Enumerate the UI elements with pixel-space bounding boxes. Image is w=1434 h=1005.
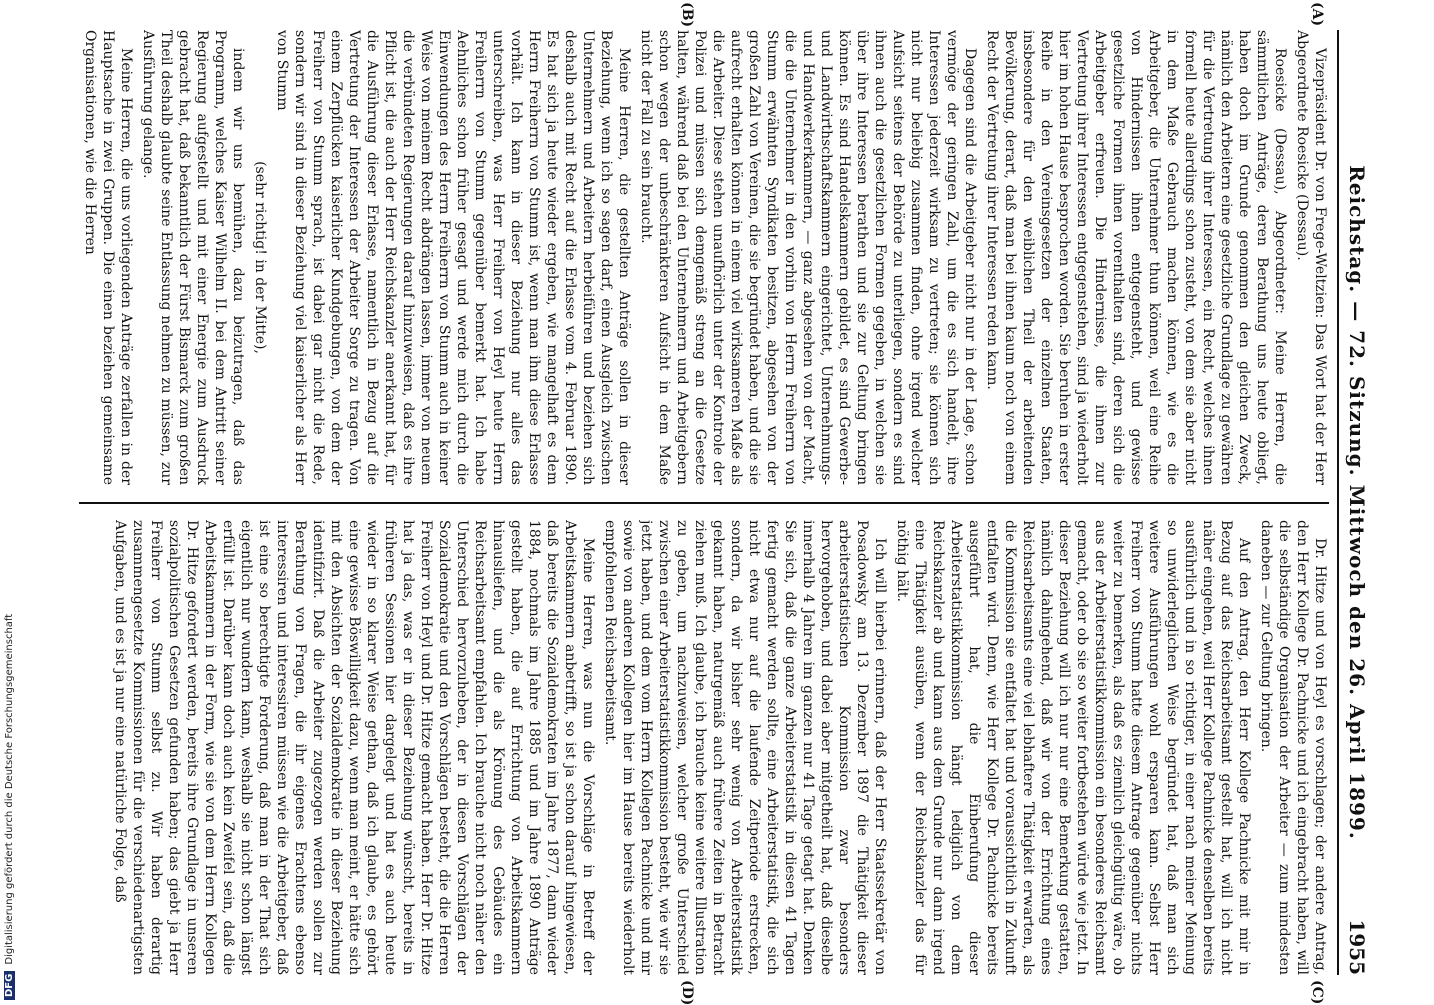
paragraph: Meine Herren, die uns vorliegenden Anträge zerfallen in der Hauptsache in zwei Gruppen. Die einen beziehen gemeinsame Organisationen, wie die Herren	[82, 30, 134, 485]
paragraph: Dr. Hitze und von Heyl es vorschlagen; der andere Antrag, den Herr Kollege Dr. Pachnicke und ich eingebracht haben, will die selbständige Organisation der Arbeiter — zum mindesten daneben — zur Geltung bringen.	[1258, 520, 1328, 975]
dfg-logo: DFG	[4, 971, 15, 1000]
margin-marker-d: (D)	[679, 980, 695, 1005]
paragraph: Meine Herren, die gestellten Anträge sollen in dieser Beziehung, wenn ich so sagen darf, einen Ausgleich zwischen Unternehmern und Arbeitern herbeiführen und beziehen sich deshalb auch mit Recht auf die Erlasse vom 4. Februar 1890. Es hat sich ja heute wieder ergeben, wie mangelhaft es dem Herrn Freiherrn von Stumm ist, wenn man ihm diese Erlasse vorhält. Ich kann in dieser Beziehung nur alles das unterschreiben, was Herr Freiherr von Heyl heute Herrn Freiherrn von Stumm gegenüber bemerkt hat. Ich habe Aehnliches schon früher gesagt und werde mich durch die Einwendungen des Herrn Freiherrn von Stumm auch in keiner Weise von meinem Recht abdrängen lassen, immer von neuem die verbündeten Regierungen darauf hinzuweisen, daß es ihre Pflicht ist, die auch der Herr Reichskanzler anerkannt hat, für die Ausführung dieser Erlasse, namentlich in Bezug auf die Vertretung der Interessen der Arbeiter Sorge zu tragen. Von einem Zerpflücken kaiserlicher Kundgebungen, von dem der Freiherr von Stumm sprach, ist dabei gar nicht die Rede, sondern wir sind in dieser Beziehung viel kaiserlicher als Herr von Stumm	[274, 30, 632, 485]
column-divider	[79, 502, 1329, 504]
paragraph: Auf den Antrag, den Herr Kollege Pachnicke mit mir in Bezug auf das Reichsarbeitsamt gestellt hat, will ich nicht näher eingehen, weil Herr Kollege Pachnicke denselben bereits ausführlich und in so richtiger, in einer nach meiner Meinung so unwiderleglichen Weise begründet hat, daß man sich weitere Ausführungen wohl ersparen kann. Selbst Herr Freiherr von Stumm hatte diesem Antrage gegenüber nichts weiter zu bemerken, als daß es ziemlich gleichgültig wäre, ob aus der Arbeiterstatistikkommission ein besonderes Reichsamt gemacht, oder ob sie so weiter fortbestehen würde wie jetzt. In dieser Beziehung will ich nur nur eine Bemerkung gestatten, nämlich dahingehend, daß wir von der Errichtung eines Reichsarbeitsamts eine viel lebhaftere Thätigkeit erwarten, als die Kommission sie entfaltet hat und voraussichtlich in Zukunft entfalten wird. Denn, wie Herr Kollege Dr. Pachnicke bereits ausgeführt hat, die Einberufung dieser Arbeiterstatistikkommission hängt lediglich von dem Reichskanzler ab und kann aus dem Grunde nur dann irgend eine Thätigkeit ausüben, wenn der Reichskanzler das für nöthig hält.	[894, 520, 1252, 975]
paragraph: Meine Herren, was nun die Vorschläge in Betreff der Arbeitskammern anbetrifft, so ist ja schon darauf hingewiesen, daß bereits die Sozialdemokraten im Jahre 1877, dann wieder 1884, nochmals im Jahre 1885 und im Jahre 1890 Anträge gestellt haben, die auf Errichtung von Arbeitskammern hinausliefen, und die als Krönung des Gebäudes ein Reichsarbeitsamt empfahlen. Ich brauche nicht noch näher den Unterschied hervorzuheben, der in diesen Vorschlägen der Sozialdemokratie und den Vorschlägen besteht, die die Herren Freiherr von Heyl und Dr. Hitze gemacht haben. Herr Dr. Hitze hat ja das, was er in dieser Beziehung wünscht, bereits in früheren Sessionen hier dargelegt und hat es auch heute wieder in so klarer Weise gethan, daß ich glaube, es gehört eine gewisse Böswilligkeit dazu, wenn man meint, er hätte sich mit den Absichten der Sozialdemokratie in dieser Beziehung identifizirt. Daß die Arbeiter zugezogen werden sollen zur Berathung von Fragen, die ihr eigenes Erachtens ebenso interessiren und interessiren müssen wie die Arbeitgeber, daß ist eine so berechtigte Forderung, daß man in der That sich eigentlich nur wundern kann, weshalb sie nicht schon längst erfüllt ist. Darüber kann doch auch kein Zweifel sein, daß die Arbeitskammern in der Form, wie sie von dem Herrn Kollegen Dr. Hitze gefordert werden, bereits ihre Grundlage in unseren sozialpolitischen Gesetzen gefunden haben; das giebt ja Herr Freiherr von Stumm selbst zu. Wir haben derartig zusammengesetzte Kommissionen für die verschiedenartigsten Aufgaben, und es ist ja nur eine natürliche Folge, daß	[112, 520, 596, 975]
paragraph: Vizepräsident Dr. von Frege-Weltzien: Das Wort hat der Herr Abgeordnete Roesicke (Dessau).	[1294, 30, 1328, 485]
paragraph: Ich will hierbei erinnern, daß der Herr Staatssekretär von Posadowsky am 13. Dezember 1897 die Thätigkeit dieser arbeiterstatistischen Kommission zwar besonders hervorgehoben, und dabei aber mitgetheilt hat, daß dieselbe innerhalb 4 Jahren im ganzen nur 41 Tage getagt hat. Denken Sie sich, daß die ganze Arbeiterstatistik in diesen 41 Tagen fertig gemacht werden sollte, eine Arbeiterstatistik, die sich nicht etwa nur auf die laufende Zeitperiode erstrecken, sondern, da wir bisher sehr wenig von Arbeiterstatistik gekannt haben, naturgemäß auch frühere Zeiten in Betracht ziehen muß. Ich glaube, ich brauche keine weitere Illustration zu geben, um nachzuweisen, welcher große Unterschied zwischen einer Arbeiterstatistikkommission besteht, wie wir sie jetzt haben, und dem vom Herrn Kollegen Pachnicke und mir sowie von anderen Kollegen hier im Hause bereits wiederholt empfohlenen Reichsarbeitsamt.	[602, 520, 888, 975]
interjection: (sehr richtig! in der Mitte),	[252, 161, 268, 354]
left-column	[69, 30, 1329, 485]
right-column	[69, 520, 1329, 975]
margin-marker-a: (A)	[1309, 2, 1325, 27]
credit-text: Digitalisierung gefördert durch die Deutsche Forschungsgemeinschaft	[4, 613, 15, 965]
margin-marker-b: (B)	[679, 2, 695, 28]
digitization-credit	[4, 614, 15, 1000]
margin-marker-c: (C)	[1309, 980, 1325, 1005]
paragraph: Dagegen sind die Arbeitgeber nicht nur in der Lage, schon vermöge der geringen Zahl, um die es sich handelt, ihre Interessen jederzeit wirksam zu vertreten; sie können sich nicht nur beliebig zusammen finden, ohne irgend welcher Aufsicht seitens der Behörde zu unterliegen, sondern es sind ihnen auch die gesetzlichen Formen gegeben, in welchen sie über ihre Interessen berathen und sie zur Geltung bringen können. Es sind Handelskammern gebildet, es sind Gewerbe- und Landwirthschaftskammern eingerichtet, Unternehmungs- und Handwerkerkammern, — ganz abgesehen von der Macht, die die Unternehmer in den vorhin von Herrn Freiherrn von Stumm erwähnten Syndikaten besitzen, abgesehen von der großen Zahl von Vereinen, die sie begründet haben, und die sie aufrecht erhalten können in einem viel wirksameren Maße als die Arbeiter. Diese stehen unaufhörlich unter der Kontrole der Polizei und müssen sich demgemäß streng an die Gesetze halten, während daß bei den Unternehmern und Arbeitgebern schon wegen der unbeschränkteren Aufsicht in dem Maße nicht der Fall zu sein braucht.	[638, 30, 978, 485]
header-rule	[1337, 30, 1339, 975]
rotated-page	[60, 2, 1385, 1005]
paragraph: indem wir uns bemühen, dazu beizutragen, daß das Programm, welches Kaiser Wilhelm II. bei dem Antritt seiner Regierung aufgestellt und mit einer Energie zum Ausdruck gebracht hat, daß bekanntlich der Fürst Bismarck zum großen Theil deshalb glaubte seine Entlassung nehmen zu müssen, zur Ausführung gelange.	[140, 30, 246, 485]
paragraph: Roesicke (Dessau), Abgeordneter: Meine Herren, die sämmtlichen Anträge, deren Berathung uns heute obliegt, haben doch im Grunde genommen den gleichen Zweck, nämlich den Arbeitern eine gesetzliche Grundlage zu gewähren für die Vertretung ihrer Interessen, ein Recht, welches ihnen formell heute allerdings schon zusteht, von dem sie aber nicht in dem Maße Gebrauch machen können, wie es die Arbeitgeber, die Unternehmer thun können, weil eine Reihe von Hindernissen ihnen entgegensteht, und gewisse gesetzliche Formen ihnen vorenthalten sind, deren sich die Arbeitgeber erfreuen. Die Hindernisse, die ihnen zur Vertretung ihrer Interessen entgegenstehen, sind ja wiederholt hier im hohen Hause besprochen worden. Sie beruhen in erster Reihe in den Vereinsgesetzen der einzelnen Staaten, insbesondere für den weiblichen Theil der arbeitenden Bevölkerung, derart, daß man bei ihnen kaum noch von einem Recht der Vertretung ihrer Interessen reden kann.	[984, 30, 1288, 485]
page-title: Reichstag. — 72. Sitzung. Mittwoch den 26. April 1899.	[1345, 165, 1369, 840]
page-number: 1955	[1345, 919, 1369, 975]
page-header	[1345, 30, 1385, 975]
